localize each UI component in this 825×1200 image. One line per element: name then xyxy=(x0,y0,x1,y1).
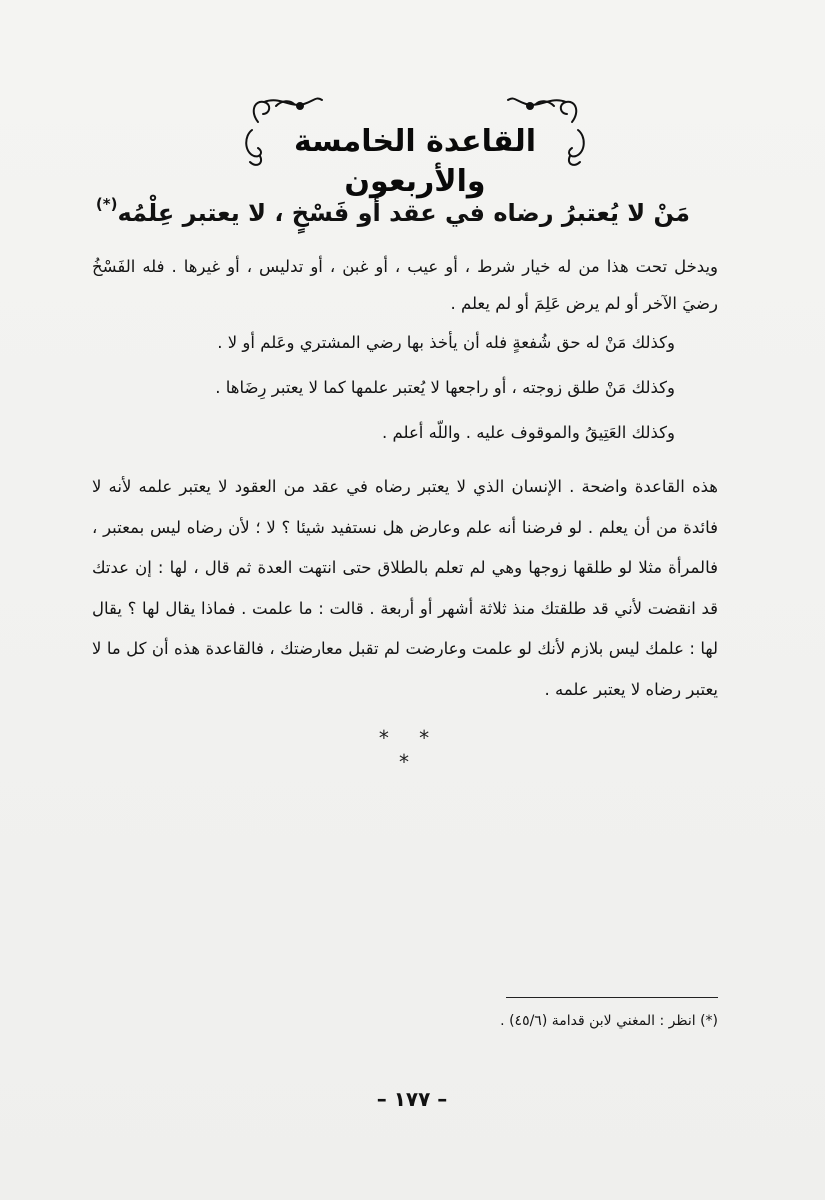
rule-heading-text: مَنْ لا يُعتبرُ رضاه في عقد أو فَسْخٍ ، لا يعتبر عِلْمُه xyxy=(117,199,690,227)
text-line-shufa: وكذلك مَنْ له حق شُفعةٍ فله أن يأخذ بها رضي المشتري وعَلم أو لا . xyxy=(217,333,675,352)
footnote-divider xyxy=(506,997,718,998)
commentary-paragraph: هذه القاعدة واضحة . الإنسان الذي لا يعتبر رضاه في عقد من العقود لا يعتبر علمه لأنه لا فائدة من أن يعلم . لو فرضنا أنه علم وعارض هل نستفيد شيئا ؟ لا ؛ لأن رضاه ليس بمعتبر ، فالمرأة مثلا لو طلقها زوجها وهي لم تعلم بالطلاق حتى انتهت العدة ثم قال ، لها : إن عدتك قد انقضت لأني قد طلقتك منذ ثلاثة أشهر أو أربعة . قالت : ما علمت . فماذا يقال لها ؟ يقال لها : علمك ليس بلازم لأنك لو علمت وعارضت لم تقبل معارضتك ، فالقاعدة هذه أن كل ما لا يعتبر رضاه لا يعتبر علمه . xyxy=(92,477,718,699)
page-number: – ١٧٧ – xyxy=(376,1087,448,1111)
text-line-divorce: وكذلك مَنْ طلق زوجته ، أو راجعها لا يُعتبر علمها كما لا يعتبر رِضَاها . xyxy=(215,378,675,397)
page-title: القاعدة الخامسة والأربعون xyxy=(293,124,537,199)
footnote-reference: (*) xyxy=(95,195,118,213)
intro-paragraph: ويدخل تحت هذا من له خيار شرط ، أو عيب ، أو غبن ، أو تدليس ، أو غيرها . فله الفَسْخُ رضيَ الآخر أو لم يرض عَلِمَ أو لم يعلم . xyxy=(92,257,718,313)
section-separator: * * * xyxy=(378,726,442,774)
footnote: (*) انظر : المغني لابن قدامة (٤٥/٦) . xyxy=(500,1013,718,1029)
title-ornament-frame xyxy=(230,92,600,199)
text-line-freed: وكذلك العَتِيقُ والموقوف عليه . واللّه أعلم . xyxy=(382,423,675,442)
rule-heading xyxy=(95,184,690,233)
